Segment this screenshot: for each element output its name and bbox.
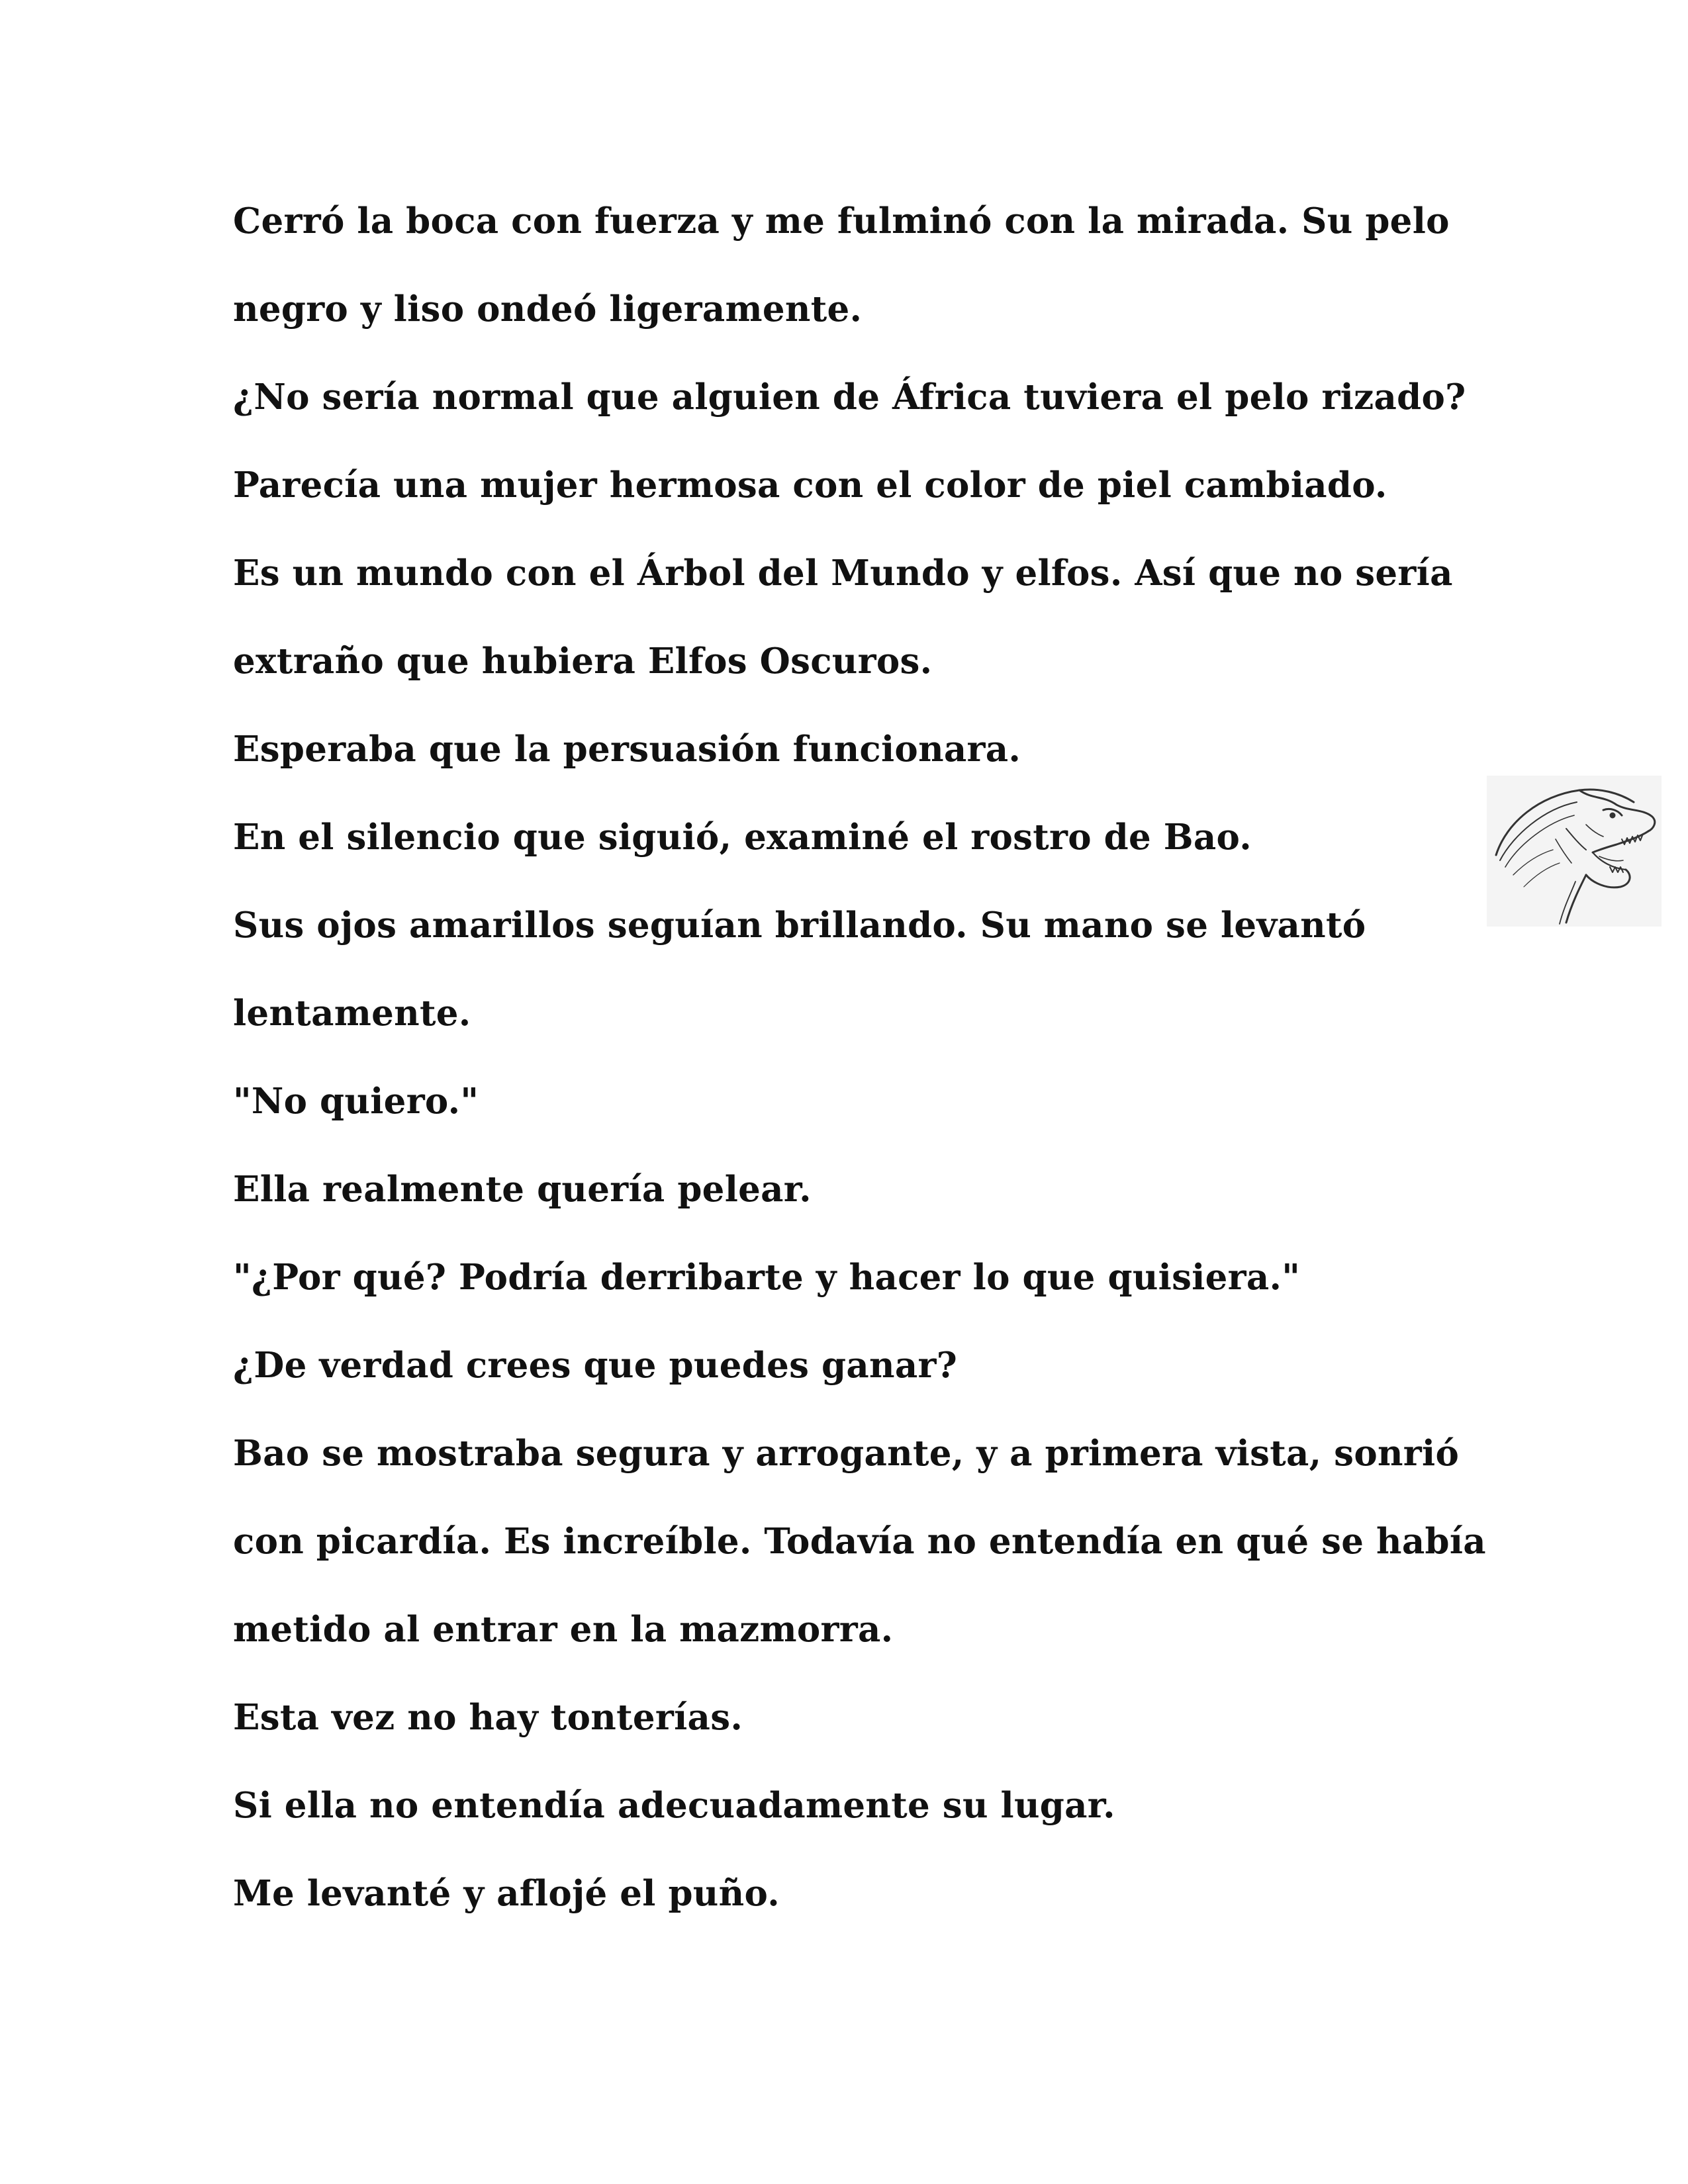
text-line: Sus ojos amarillos seguían brillando. Su mano se levantó [233,905,1366,946]
text-line: con picardía. Es increíble. Todavía no entendía en qué se había [233,1521,1486,1562]
text-line: En el silencio que siguió, examiné el rostro de Bao. [233,817,1252,858]
text-line: Esta vez no hay tonterías. [233,1697,743,1738]
text-line: Ella realmente quería pelear. [233,1169,812,1210]
text-line: lentamente. [233,993,471,1034]
text-line: Parecía una mujer hermosa con el color de piel cambiado. [233,465,1387,506]
text-line: Si ella no entendía adecuadamente su lugar. [233,1785,1115,1826]
text-line: ¿De verdad crees que puedes ganar? [233,1345,958,1386]
text-line: "¿Por qué? Podría derribarte y hacer lo que quisiera." [233,1257,1301,1298]
text-line: negro y liso ondeó ligeramente. [233,289,863,330]
text-line: Me levanté y aflojé el puño. [233,1873,780,1914]
text-line: metido al entrar en la mazmorra. [233,1609,894,1650]
text-line: Cerró la boca con fuerza y me fulminó con la mirada. Su pelo [233,201,1450,242]
dinosaur-head-sketch-icon [1487,776,1662,927]
text-line: Es un mundo con el Árbol del Mundo y elfos. Así que no sería [233,553,1453,594]
text-line: "No quiero." [233,1081,479,1122]
text-line: extraño que hubiera Elfos Oscuros. [233,641,933,682]
text-line: Bao se mostraba segura y arrogante, y a primera vista, sonrió [233,1433,1460,1474]
text-line: Esperaba que la persuasión funcionara. [233,729,1021,770]
body-text [233,177,1530,1938]
text-line: ¿No sería normal que alguien de África tuviera el pelo rizado? [233,377,1466,418]
